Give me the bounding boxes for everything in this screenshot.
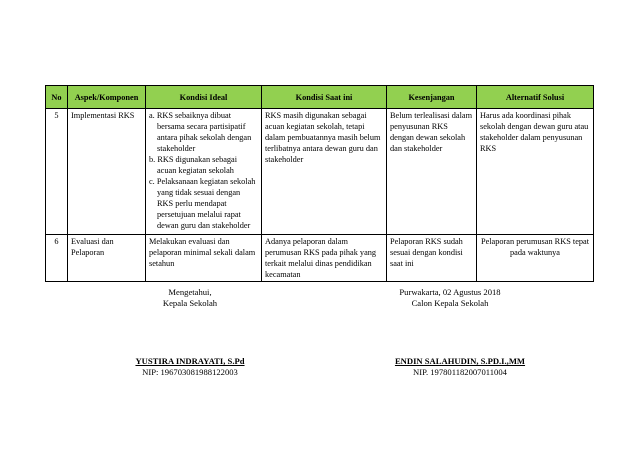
row-alternatif-solusi: Harus ada koordinasi pihak sekolah dengan dewan guru atau stakeholder dalam penyusunan RKS bbox=[477, 109, 594, 235]
row-kondisi-saat-ini: RKS masih digunakan sebagai acuan kegiatan sekolah, tetapi dalam pembuatannya masih belum terlibatnya antara dewan guru dan stakeholder bbox=[262, 109, 387, 235]
row-kondisi-saat-ini: Adanya pelaporan dalam perumusan RKS pada pihak yang terkait melalui dinas pendidikan kecamatan bbox=[262, 235, 387, 282]
signature-left-top bbox=[120, 287, 260, 309]
signature-right-bottom bbox=[370, 356, 550, 378]
header-kesenjangan: Kesenjangan bbox=[387, 86, 477, 109]
header-no: No bbox=[46, 86, 68, 109]
row-aspek: Implementasi RKS bbox=[68, 109, 146, 235]
header-alternatif-solusi: Alternatif Solusi bbox=[477, 86, 594, 109]
signature-left-greeting: Mengetahui, bbox=[168, 287, 212, 297]
table-header-row bbox=[46, 86, 594, 109]
row-kondisi-ideal: Melakukan evaluasi dan pelaporan minimal sekali dalam setahun bbox=[146, 235, 262, 282]
ideal-item: c. Pelaksanaan kegiatan sekolah yang tidak sesuai dengan RKS perlu mendapat persetujuan melalui rapat dewan guru dan stakeholder bbox=[149, 177, 256, 230]
header-kondisi-saat-ini: Kondisi Saat ini bbox=[262, 86, 387, 109]
signature-left-nip: NIP: 196703081988122003 bbox=[142, 367, 238, 377]
table-row bbox=[46, 235, 594, 282]
table-row bbox=[46, 109, 594, 235]
signature-right-nip: NIP. 197801182007011004 bbox=[413, 367, 507, 377]
signature-left-name: YUSTIRA INDRAYATI, S.Pd bbox=[135, 356, 245, 366]
signature-right-top bbox=[370, 287, 530, 309]
header-kondisi-ideal: Kondisi Ideal bbox=[146, 86, 262, 109]
row-alternatif-solusi: Pelaporan perumusan RKS tepat pada waktunya bbox=[477, 235, 594, 282]
row-number: 6 bbox=[46, 235, 68, 282]
row-aspek: Evaluasi dan Pelaporan bbox=[68, 235, 146, 282]
signature-left-bottom bbox=[100, 356, 280, 378]
rks-table bbox=[45, 85, 594, 282]
signature-right-name: ENDIN SALAHUDIN, S.PD.I.,MM bbox=[394, 356, 526, 366]
row-kesenjangan: Pelaporan RKS sudah sesuai dengan kondisi saat ini bbox=[387, 235, 477, 282]
ideal-item: b. RKS digunakan sebagai acuan kegiatan sekolah bbox=[149, 155, 238, 175]
signature-right-role: Calon Kepala Sekolah bbox=[411, 298, 489, 308]
ideal-item: a. RKS sebaiknya dibuat bersama secara partisipatif antara pihak sekolah dengan stakeholder bbox=[149, 111, 252, 153]
header-aspek: Aspek/Komponen bbox=[68, 86, 146, 109]
signature-right-date: Purwakarta, 02 Agustus 2018 bbox=[399, 287, 501, 297]
row-number: 5 bbox=[46, 109, 68, 235]
row-kondisi-ideal bbox=[146, 109, 262, 235]
signature-left-role: Kepala Sekolah bbox=[162, 298, 218, 308]
row-kesenjangan: Belum terlealisasi dalam penyusunan RKS dengan dewan sekolah dan stakeholder bbox=[387, 109, 477, 235]
